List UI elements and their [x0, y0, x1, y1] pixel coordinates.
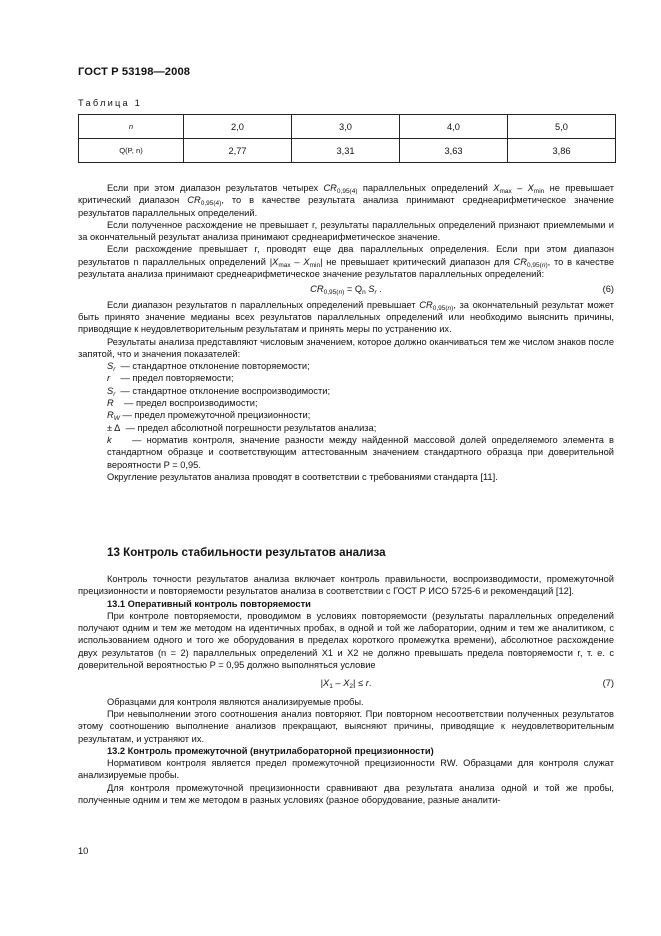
table-cell: 2,77: [184, 139, 292, 163]
table-row: [79, 115, 616, 139]
definition-item: $S_r$ — стандартное отклонение повторяемости;: [107, 361, 310, 374]
table-cell: 3,31: [292, 139, 400, 163]
definition-item: R — предел воспроизводимости;: [107, 398, 258, 409]
definition-item: $R_W$ — предел промежуточной прецизионности;: [107, 410, 311, 423]
paragraph: При невыполнении этого соотношения анализ повторяют. При повторном несоответствии полученных результатов этому соотношению выполнение анализов прекращают, выясняют причины, приводящие к неудовлетворительным результатам, и устраняют их.: [78, 708, 614, 744]
text-block-1: [78, 182, 614, 483]
table-cell: 5,0: [508, 115, 616, 139]
paragraph: Образцами для контроля являются анализируемые пробы.: [107, 696, 364, 707]
paragraph: При контроле повторяемости, проводимом в условиях повторяемости (результаты параллельных определений получают одним и тем же методом на идентичных пробах, в одной и той же лаборатории, одним и тем же аналитиком, с использованием одного и того же оборудования в пределах короткого промежутка времени), абсолютное расхождение двух результатов (n = 2) параллельных определений X1 и X2 не должно превышать предела повторяемости r, т. е. с доверительной вероятностью P = 0,95 должно выполняться условие: [78, 610, 614, 671]
table-1: [78, 114, 616, 163]
subsection-13-2-heading: 13.2 Контроль промежуточной (внутрилабораторной прецизионности): [107, 745, 434, 756]
symbol-definitions: [78, 360, 614, 471]
formula-7: $|X_1 - X_2| \le r$. (7): [320, 678, 614, 691]
paragraph: Нормативом контроля является предел промежуточной прецизионности RW. Образцами для контроля служат анализируемые пробы.: [78, 758, 614, 781]
formula-number: (7): [602, 678, 614, 689]
table-cell: 2,0: [184, 115, 292, 139]
paragraph: Контроль точности результатов анализа включает контроль правильности, воспроизводимости, промежуточной прецизионности и повторяемости результатов анализа в соответствии с ГОСТ Р ИСО 5725-6 и рекомендаций [12].: [78, 574, 614, 597]
paragraph: Для контроля промежуточной прецизионности сравнивают два результата анализа одной и той же пробы, полученные одним и тем же методом в разных условиях (разное оборудование, разные аналити-: [78, 782, 614, 806]
text-block-2: [78, 573, 614, 806]
paragraph: Если при этом диапазон результатов четырех $CR_{0,95(4)}$ параллельных определений $X_{max} - X_{min}$ не превышает критический диапазон $CR_{0,95(4)}$, то в качестве результата анализа принимают среднеарифметическое значение результатов параллельных определений.: [78, 183, 614, 218]
table-caption: Таблица 1: [78, 98, 143, 108]
subsection-13-1-heading: 13.1 Оперативный контроль повторяемости: [107, 598, 311, 609]
table-row: [79, 139, 616, 163]
paragraph: Если расхождение превышает r, проводят еще два параллельных определения. Если при этом диапазон результатов n параллельных определений $|X_{max} - X_{min}|$ не превышает критический диапазон для $CR_{0,95(n)}$, то в качестве результата анализа принимают среднеарифметическое значение результатов параллельных определений:: [78, 244, 614, 280]
definition-item: k — норматив контроля, значение разности между найденной массовой долей определяемого элемента в стандартном образце и соответствующим аттестованным значением стандартного образца при доверительной вероятности P = 0,95.: [107, 434, 614, 470]
table-cell: 4,0: [400, 115, 508, 139]
paragraph: Округление результатов анализа проводят в соответствии с требованиями стандарта [11].: [107, 471, 498, 482]
section-13-heading: 13 Контроль стабильности результатов анализа: [107, 546, 386, 559]
paragraph: Если полученное расхождение не превышает r, результаты параллельных определений признают приемлемыми и за окончательный результат анализа принимают среднеарифметическое значение.: [78, 219, 614, 243]
table-row-label: n: [79, 115, 184, 139]
table-row-label: Q(P, n): [79, 139, 184, 163]
definition-item: ± Δ — предел абсолютной погрешности результатов анализа;: [107, 422, 377, 433]
definition-item: $S_r$ — стандартное отклонение воспроизводимости;: [107, 385, 331, 398]
document-header: ГОСТ Р 53198—2008: [78, 66, 191, 78]
table-cell: 3,86: [508, 139, 616, 163]
paragraph: Результаты анализа представляют числовым значением, которое должно оканчиваться тем же числом знаков после запятой, что и значения показателей:: [78, 336, 614, 359]
paragraph: Если диапазон результатов n параллельных определений превышает $CR_{0,95(n)}$, за окончательный результат может быть принято значение медианы всех результатов параллельных определений или необходимо выяснить причины, приводящие к неудовлетворительным результатам и принять меры по устранению их.: [78, 299, 614, 335]
formula-number: (6): [602, 284, 614, 295]
page-number: 10: [78, 846, 89, 856]
table-cell: 3,0: [292, 115, 400, 139]
definition-item: r — предел повторяемости;: [107, 373, 234, 384]
formula-6: $CR_{0,95(n)} = Q_n$ $S_r$ . (6): [310, 284, 614, 297]
table-cell: 3,63: [400, 139, 508, 163]
